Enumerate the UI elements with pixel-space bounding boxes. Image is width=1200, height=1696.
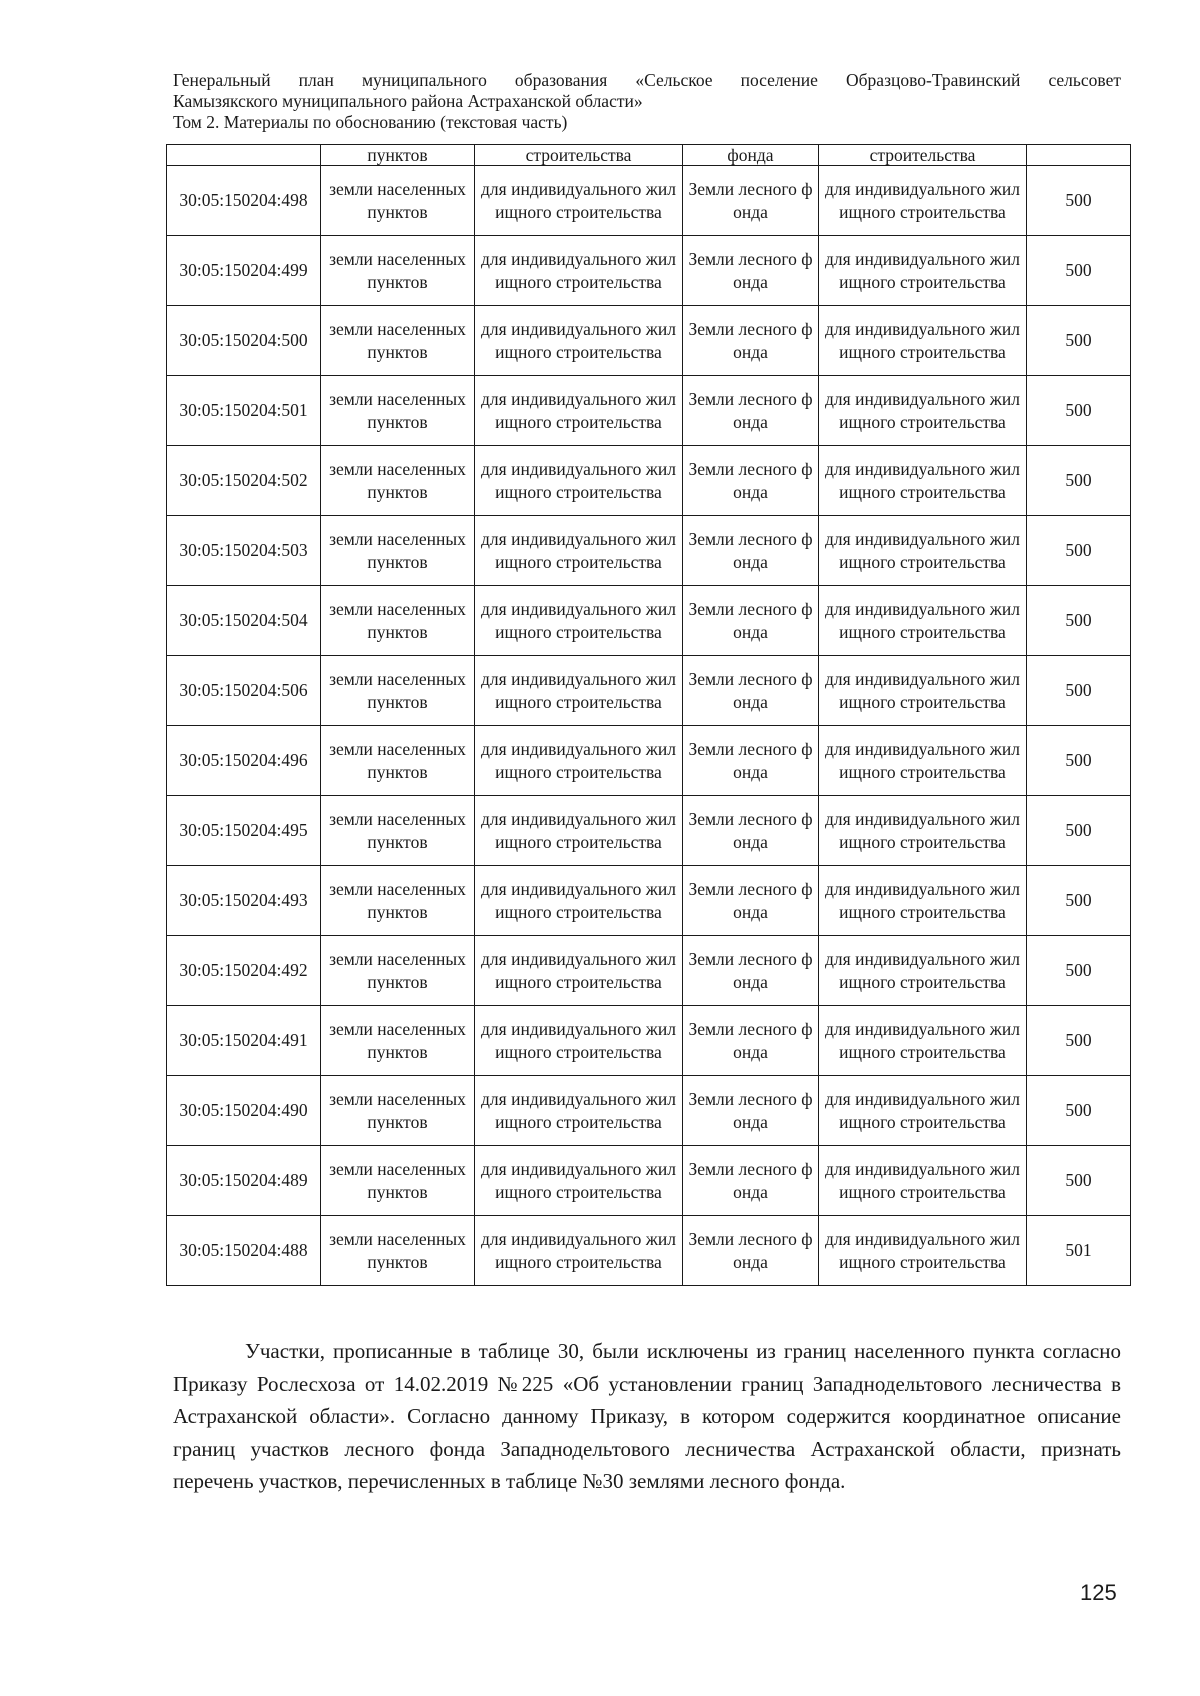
cadastral-number-cell: 30:05:150204:496 (167, 726, 321, 796)
new-category-cell: Земли лесного фонда (683, 236, 819, 306)
cadastral-number-cell: 30:05:150204:506 (167, 656, 321, 726)
permitted-use-cell: для индивидуального жилищного строительства (475, 866, 683, 936)
area-cell: 500 (1027, 726, 1131, 796)
table-cell: пунктов (321, 145, 475, 166)
new-category-cell: Земли лесного фонда (683, 936, 819, 1006)
land-category-cell: земли населенных пунктов (321, 1146, 475, 1216)
body-paragraph: Участки, прописанные в таблице 30, были исключены из границ населенного пункта согласно Приказу Рослесхоза от 14.02.2019 №225 «Об установлении границ Западнодельтового лесничества в Астраханской области». Согласно данному Приказу, в котором содержится координатное описание границ участков лесного фонда Западнодельтового лесничества Астраханской области, признать перечень участков, перечисленных в таблице №30 землями лесного фонда. (173, 1339, 1121, 1493)
table-cell: строительства (475, 145, 683, 166)
permitted-use-cell: для индивидуального жилищного строительства (475, 166, 683, 236)
new-use-cell: для индивидуального жилищного строительства (819, 796, 1027, 866)
new-use-cell: для индивидуального жилищного строительства (819, 656, 1027, 726)
new-category-cell: Земли лесного фонда (683, 306, 819, 376)
new-category-cell: Земли лесного фонда (683, 376, 819, 446)
permitted-use-cell: для индивидуального жилищного строительства (475, 376, 683, 446)
permitted-use-cell: для индивидуального жилищного строительства (475, 656, 683, 726)
table-row (167, 866, 1131, 936)
land-category-cell: земли населенных пунктов (321, 656, 475, 726)
area-cell: 500 (1027, 376, 1131, 446)
cadastral-number-cell: 30:05:150204:488 (167, 1216, 321, 1286)
cadastral-number-cell: 30:05:150204:503 (167, 516, 321, 586)
new-use-cell: для индивидуального жилищного строительства (819, 1216, 1027, 1286)
header-volume: Том 2. Материалы по обоснованию (текстовая часть) (173, 112, 568, 132)
new-category-cell: Земли лесного фонда (683, 166, 819, 236)
table-row (167, 516, 1131, 586)
land-category-cell: земли населенных пунктов (321, 866, 475, 936)
table-cell: фонда (683, 145, 819, 166)
permitted-use-cell: для индивидуального жилищного строительства (475, 1076, 683, 1146)
new-use-cell: для индивидуального жилищного строительства (819, 1076, 1027, 1146)
table-cell (1027, 145, 1131, 166)
new-category-cell: Земли лесного фонда (683, 516, 819, 586)
permitted-use-cell: для индивидуального жилищного строительства (475, 1216, 683, 1286)
new-use-cell: для индивидуального жилищного строительства (819, 376, 1027, 446)
land-category-cell: земли населенных пунктов (321, 936, 475, 1006)
cadastral-number-cell: 30:05:150204:500 (167, 306, 321, 376)
permitted-use-cell: для индивидуального жилищного строительства (475, 936, 683, 1006)
new-category-cell: Земли лесного фонда (683, 796, 819, 866)
cadastral-number-cell: 30:05:150204:502 (167, 446, 321, 516)
new-category-cell: Земли лесного фонда (683, 866, 819, 936)
table-row (167, 726, 1131, 796)
land-category-cell: земли населенных пунктов (321, 586, 475, 656)
area-cell: 500 (1027, 1006, 1131, 1076)
new-use-cell: для индивидуального жилищного строительства (819, 236, 1027, 306)
new-category-cell: Земли лесного фонда (683, 1076, 819, 1146)
table-cell (167, 145, 321, 166)
page-number: 125 (1080, 1580, 1117, 1605)
new-category-cell: Земли лесного фонда (683, 586, 819, 656)
permitted-use-cell: для индивидуального жилищного строительства (475, 796, 683, 866)
table-cell: строительства (819, 145, 1027, 166)
new-use-cell: для индивидуального жилищного строительства (819, 166, 1027, 236)
area-cell: 500 (1027, 936, 1131, 1006)
new-use-cell: для индивидуального жилищного строительства (819, 306, 1027, 376)
table-row (167, 1076, 1131, 1146)
area-cell: 500 (1027, 1076, 1131, 1146)
table-continuation-row (167, 145, 1131, 166)
new-category-cell: Земли лесного фонда (683, 1216, 819, 1286)
cadastral-number-cell: 30:05:150204:499 (167, 236, 321, 306)
cadastral-number-cell: 30:05:150204:493 (167, 866, 321, 936)
permitted-use-cell: для индивидуального жилищного строительства (475, 1146, 683, 1216)
land-category-cell: земли населенных пунктов (321, 446, 475, 516)
table-row (167, 656, 1131, 726)
table-row (167, 1006, 1131, 1076)
permitted-use-cell: для индивидуального жилищного строительства (475, 236, 683, 306)
new-use-cell: для индивидуального жилищного строительства (819, 866, 1027, 936)
permitted-use-cell: для индивидуального жилищного строительства (475, 1006, 683, 1076)
header-district: Камызякского муниципального района Астраханской области» (173, 91, 643, 111)
new-use-cell: для индивидуального жилищного строительства (819, 726, 1027, 796)
new-category-cell: Земли лесного фонда (683, 1006, 819, 1076)
area-cell: 500 (1027, 866, 1131, 936)
permitted-use-cell: для индивидуального жилищного строительства (475, 306, 683, 376)
land-category-cell: земли населенных пунктов (321, 166, 475, 236)
land-category-cell: земли населенных пунктов (321, 1216, 475, 1286)
cadastral-number-cell: 30:05:150204:491 (167, 1006, 321, 1076)
table-row (167, 1146, 1131, 1216)
land-category-cell: земли населенных пунктов (321, 516, 475, 586)
page-header (173, 70, 1121, 133)
area-cell: 500 (1027, 796, 1131, 866)
table-row (167, 796, 1131, 866)
new-use-cell: для индивидуального жилищного строительства (819, 1006, 1027, 1076)
area-cell: 500 (1027, 1146, 1131, 1216)
permitted-use-cell: для индивидуального жилищного строительства (475, 726, 683, 796)
land-category-cell: земли населенных пунктов (321, 796, 475, 866)
new-use-cell: для индивидуального жилищного строительства (819, 516, 1027, 586)
new-use-cell: для индивидуального жилищного строительства (819, 446, 1027, 516)
cadastral-number-cell: 30:05:150204:490 (167, 1076, 321, 1146)
land-category-cell: земли населенных пунктов (321, 306, 475, 376)
new-category-cell: Земли лесного фонда (683, 446, 819, 516)
table-row (167, 236, 1131, 306)
new-category-cell: Земли лесного фонда (683, 656, 819, 726)
cadastral-number-cell: 30:05:150204:504 (167, 586, 321, 656)
cadastral-number-cell: 30:05:150204:492 (167, 936, 321, 1006)
table-row (167, 1216, 1131, 1286)
table-row (167, 166, 1131, 236)
land-category-cell: земли населенных пунктов (321, 236, 475, 306)
cadastral-number-cell: 30:05:150204:501 (167, 376, 321, 446)
land-category-cell: земли населенных пунктов (321, 726, 475, 796)
area-cell: 500 (1027, 656, 1131, 726)
table-row (167, 586, 1131, 656)
permitted-use-cell: для индивидуального жилищного строительства (475, 516, 683, 586)
area-cell: 500 (1027, 236, 1131, 306)
land-category-cell: земли населенных пунктов (321, 1006, 475, 1076)
land-plots-table (166, 144, 1131, 1286)
new-use-cell: для индивидуального жилищного строительства (819, 586, 1027, 656)
land-category-cell: земли населенных пунктов (321, 376, 475, 446)
new-use-cell: для индивидуального жилищного строительства (819, 936, 1027, 1006)
new-category-cell: Земли лесного фонда (683, 1146, 819, 1216)
area-cell: 500 (1027, 306, 1131, 376)
land-category-cell: земли населенных пунктов (321, 1076, 475, 1146)
new-category-cell: Земли лесного фонда (683, 726, 819, 796)
table-row (167, 446, 1131, 516)
new-use-cell: для индивидуального жилищного строительства (819, 1146, 1027, 1216)
area-cell: 501 (1027, 1216, 1131, 1286)
cadastral-number-cell: 30:05:150204:489 (167, 1146, 321, 1216)
table-body (167, 145, 1131, 1286)
area-cell: 500 (1027, 166, 1131, 236)
area-cell: 500 (1027, 516, 1131, 586)
header-document-title: Генеральный план муниципального образования «Сельское поселение Образцово-Травинский сельсовет (173, 70, 1121, 90)
permitted-use-cell: для индивидуального жилищного строительства (475, 586, 683, 656)
table-row (167, 376, 1131, 446)
table-row (167, 936, 1131, 1006)
permitted-use-cell: для индивидуального жилищного строительства (475, 446, 683, 516)
cadastral-number-cell: 30:05:150204:495 (167, 796, 321, 866)
cadastral-number-cell: 30:05:150204:498 (167, 166, 321, 236)
area-cell: 500 (1027, 446, 1131, 516)
area-cell: 500 (1027, 586, 1131, 656)
table-row (167, 306, 1131, 376)
